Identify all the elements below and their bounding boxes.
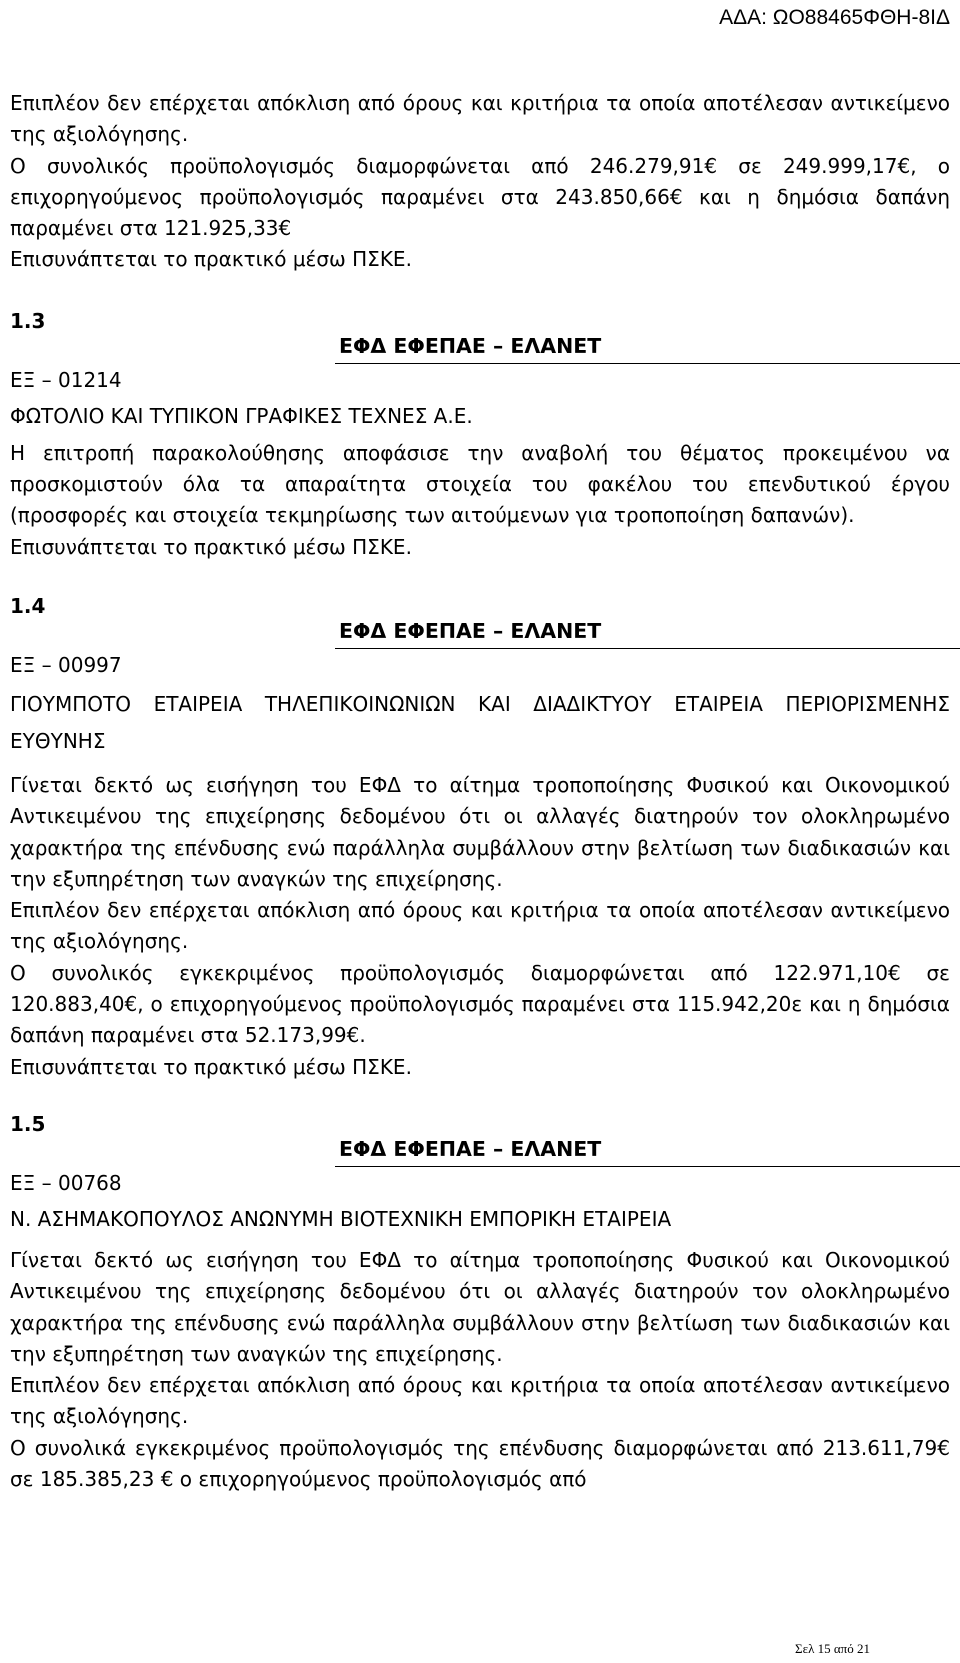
section-body-2: Επιπλέον δεν επέρχεται απόκλιση από όρους και κριτήρια τα οποία αποτέλεσαν αντικείμενο της αξιολόγησης. [10,1373,950,1429]
section-body-2: Επιπλέον δεν επέρχεται απόκλιση από όρους και κριτήρια τα οποία αποτέλεσαν αντικείμενο της αξιολόγησης. [10,898,950,954]
section-heading: ΕΦΔ ΕΦΕΠΑΕ – ΕΛΑΝΕΤ [335,1132,960,1167]
section-number: 1.5 [10,1111,46,1136]
section-heading: ΕΦΔ ΕΦΕΠΑΕ – ΕΛΑΝΕΤ [335,329,960,364]
paragraph-top-1: Επιπλέον δεν επέρχεται απόκλιση από όρους και κριτήρια τα οποία αποτέλεσαν αντικείμενο της αξιολόγησης. [10,91,950,147]
section-1-4 [10,591,950,1083]
company-name: ΦΩΤΟΛΙΟ ΚΑΙ ΤΥΠΙΚΟΝ ΓΡΑΦΙΚΕΣ ΤΕΧΝΕΣ Α.Ε. [10,403,473,428]
company-name: Ν. ΑΣΗΜΑΚΟΠΟΥΛΟΣ ΑΝΩΝΥΜΗ ΒΙΟΤΕΧΝΙΚΗ ΕΜΠΟΡΙΚΗ ΕΤΑΙΡΕΙΑ [10,1206,672,1231]
paragraph-top-attach: Επισυνάπτεται το πρακτικό μέσω ΠΣΚΕ. [10,247,412,272]
section-1-5 [10,1109,950,1495]
section-attach: Επισυνάπτεται το πρακτικό μέσω ΠΣΚΕ. [10,1054,412,1079]
section-number: 1.3 [10,308,46,333]
company-name: ΓΙΟΥΜΠΟΤΟ ΕΤΑΙΡΕΙΑ ΤΗΛΕΠΙΚΟΙΝΩΝΙΩΝ ΚΑΙ ΔΙΑΔΙΚΤΥΟΥ ΕΤΑΙΡΕΙΑ ΠΕΡΙΟΡΙΣΜΕΝΗΣ ΕΥΘΥΝΗΣ [10,691,950,753]
page-number: Σελ 15 από 21 [795,1641,870,1656]
section-number: 1.4 [10,593,46,618]
section-1-3 [10,306,950,563]
document-body [10,88,950,1495]
section-body: Γίνεται δεκτό ως εισήγηση του ΕΦΔ το αίτημα τροποποίησης Φυσικού και Οικονομικού Αντικειμένου της επιχείρησης δεδομένου ότι οι αλλαγές διατηρούν τον ολοκληρωμένο χαρακτήρα της επένδυσης ενώ παράλληλα συμβάλλουν στην βελτίωση των διαδικασιών και την εξυπηρέτηση των αναγκών της επιχείρησης. [10,772,950,891]
ada-code: ΑΔΑ: ΩΟ88465ΦΘΗ-8ΙΔ [719,6,950,29]
case-code: ΕΞ – 00997 [10,652,122,677]
case-code: ΕΞ – 00768 [10,1170,122,1195]
section-body-3: Ο συνολικός εγκεκριμένος προϋπολογισμός διαμορφώνεται από 122.971,10€ σε 120.883,40€, ο επιχορηγούμενος προϋπολογισμός παραμένει στα 115.942,20ε και η δημόσια δαπάνη παραμένει στα 52.173,99€. [10,960,950,1048]
section-attach: Επισυνάπτεται το πρακτικό μέσω ΠΣΚΕ. [10,534,412,559]
section-body: Γίνεται δεκτό ως εισήγηση του ΕΦΔ το αίτημα τροποποίησης Φυσικού και Οικονομικού Αντικειμένου της επιχείρησης δεδομένου ότι οι αλλαγές διατηρούν τον ολοκληρωμένο χαρακτήρα της επένδυσης ενώ παράλληλα συμβάλλουν στην βελτίωση των διαδικασιών και την εξυπηρέτηση των αναγκών της επιχείρησης. [10,1247,950,1366]
section-body: Η επιτροπή παρακολούθησης αποφάσισε την αναβολή του θέματος προκειμένου να προσκομιστούν όλα τα απαραίτητα στοιχεία του φακέλου του επενδυτικού έργου (προσφορές και στοιχεία τεκμηρίωσης των αιτούμενων για τροποποίηση δαπανών). [10,440,950,528]
paragraph-top-2: Ο συνολικός προϋπολογισμός διαμορφώνεται από 246.279,91€ σε 249.999,17€, ο επιχορηγούμενος προϋπολογισμός παραμένει στα 243.850,66€ και η δημόσια δαπάνη παραμένει στα 121.925,33€ [10,153,950,241]
case-code: ΕΞ – 01214 [10,367,122,392]
section-body-3: Ο συνολικά εγκεκριμένος προϋπολογισμός της επένδυσης διαμορφώνεται από 213.611,79€ σε 185.385,23 € ο επιχορηγούμενος προϋπολογισμός από [10,1435,950,1492]
section-heading: ΕΦΔ ΕΦΕΠΑΕ – ΕΛΑΝΕΤ [335,614,960,649]
